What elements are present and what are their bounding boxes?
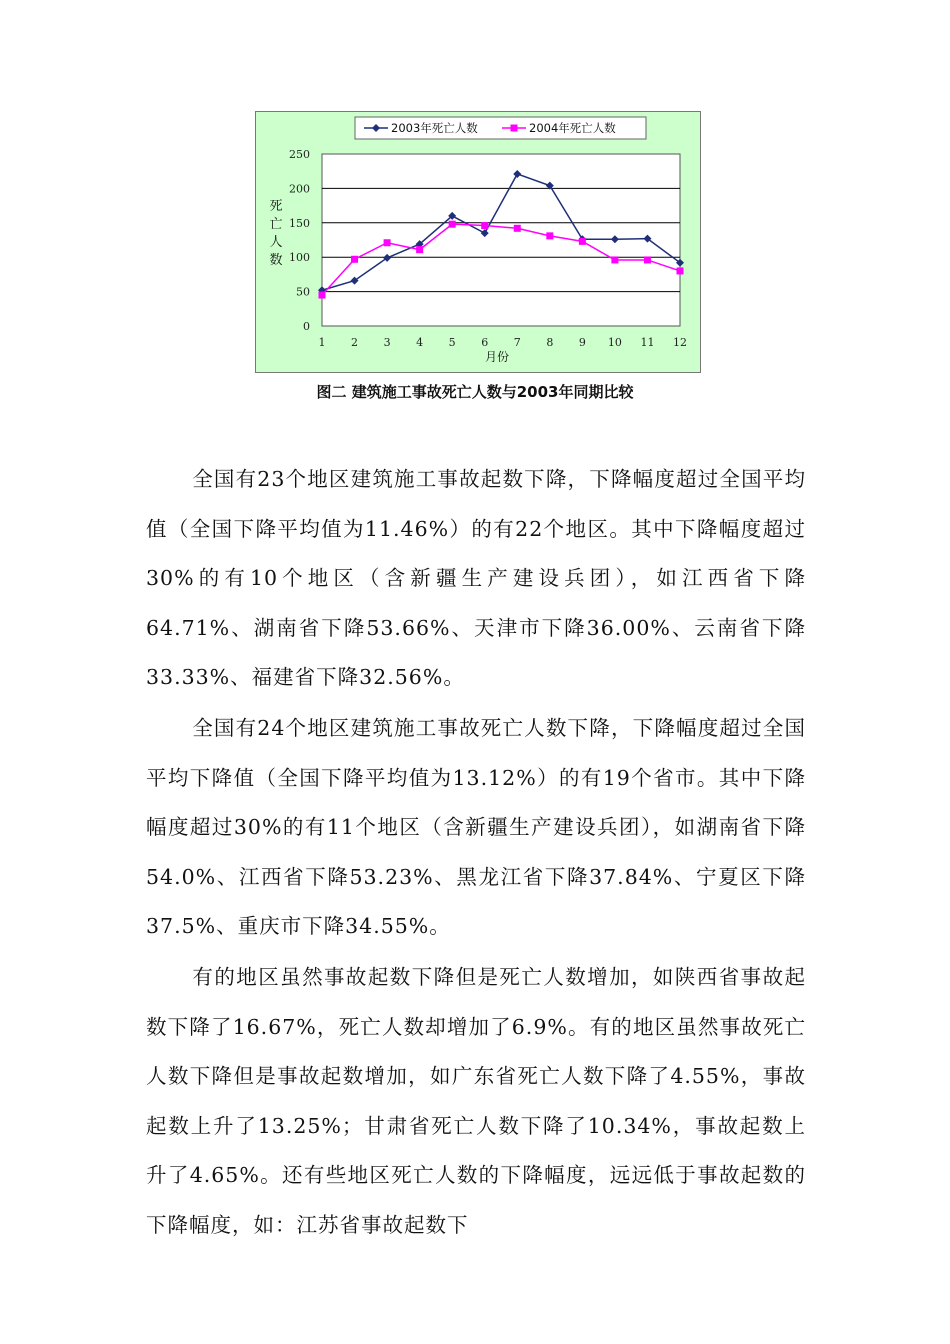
data-point-square bbox=[416, 246, 423, 253]
data-point-square bbox=[319, 292, 326, 299]
data-point-square bbox=[449, 221, 456, 228]
data-point-square bbox=[611, 256, 618, 263]
paragraph-1 bbox=[146, 455, 806, 703]
paragraph-2-text: 全国有24个地区建筑施工事故死亡人数下降，下降幅度超过全国平均下降值（全国下降平均值为13.12%）的有19个省市。其中下降幅度超过30%的有11个地区（含新疆生产建设兵团），如湖南省下降54.0%、江西省下降53.23%、黑龙江省下降37.84%、宁夏区下降37.5%、重庆市下降34.55%。 bbox=[146, 716, 806, 939]
x-axis-label: 月份 bbox=[484, 350, 510, 364]
x-tick-label: 7 bbox=[513, 336, 521, 349]
y-tick-label: 250 bbox=[289, 148, 310, 161]
data-point-square bbox=[677, 267, 684, 274]
y-tick-label: 100 bbox=[289, 251, 310, 265]
x-tick-label: 10 bbox=[607, 336, 622, 349]
x-tick-label: 12 bbox=[673, 336, 687, 349]
x-tick-label: 3 bbox=[383, 336, 391, 349]
y-axis-label-char: 人 bbox=[269, 235, 283, 250]
y-tick-label: 0 bbox=[303, 320, 310, 333]
chart-figure bbox=[255, 111, 701, 373]
y-axis-label-char: 数 bbox=[269, 253, 283, 268]
figure-caption: 图二 建筑施工事故死亡人数与2003年同期比较 bbox=[316, 383, 634, 401]
x-tick-label: 11 bbox=[640, 336, 655, 349]
data-point-square bbox=[514, 225, 521, 232]
data-point-square bbox=[481, 222, 488, 229]
y-tick-label: 200 bbox=[289, 182, 310, 196]
x-tick-label: 4 bbox=[416, 336, 424, 349]
paragraph-1-text: 全国有23个地区建筑施工事故起数下降，下降幅度超过全国平均值（全国下降平均值为11.46%）的有22个地区。其中下降幅度超过30%的有10个地区（含新疆生产建设兵团），如江西省下降64.71%、湖南省下降53.66%、天津市下降36.00%、云南省下降33.33%、福建省下降32.56%。 bbox=[146, 467, 806, 690]
y-axis-label-char: 死 bbox=[269, 199, 283, 214]
y-tick-label: 50 bbox=[296, 285, 310, 299]
line-chart bbox=[256, 112, 702, 374]
x-tick-label: 1 bbox=[318, 336, 326, 349]
x-tick-label: 2 bbox=[351, 336, 359, 349]
legend-label: 2003年死亡人数 bbox=[391, 121, 478, 135]
paragraph-3-text: 有的地区虽然事故起数下降但是死亡人数增加，如陕西省事故起数下降了16.67%，死亡人数却增加了6.9%。有的地区虽然事故死亡人数下降但是事故起数增加，如广东省死亡人数下降了4.55%，事故起数上升了13.25%；甘肃省死亡人数下降了10.34%，事故起数上升了4.65%。还有些地区死亡人数的下降幅度，远远低于事故起数的下降幅度，如：江苏省事故起数下 bbox=[146, 965, 806, 1237]
legend-label: 2004年死亡人数 bbox=[529, 121, 616, 135]
data-point-square bbox=[351, 256, 358, 263]
y-tick-label: 150 bbox=[289, 216, 310, 230]
data-point-square bbox=[384, 239, 391, 246]
data-point-square bbox=[546, 232, 553, 239]
plot-area bbox=[322, 154, 680, 326]
paragraph-3 bbox=[146, 953, 806, 1251]
data-point-square bbox=[579, 238, 586, 245]
y-axis-label-char: 亡 bbox=[269, 217, 283, 232]
paragraph-2 bbox=[146, 704, 806, 952]
x-tick-label: 9 bbox=[578, 336, 586, 349]
data-point-square bbox=[644, 256, 651, 263]
x-tick-label: 8 bbox=[546, 336, 554, 349]
legend-marker bbox=[511, 125, 518, 132]
x-tick-label: 5 bbox=[448, 336, 456, 349]
x-tick-label: 6 bbox=[481, 336, 489, 349]
